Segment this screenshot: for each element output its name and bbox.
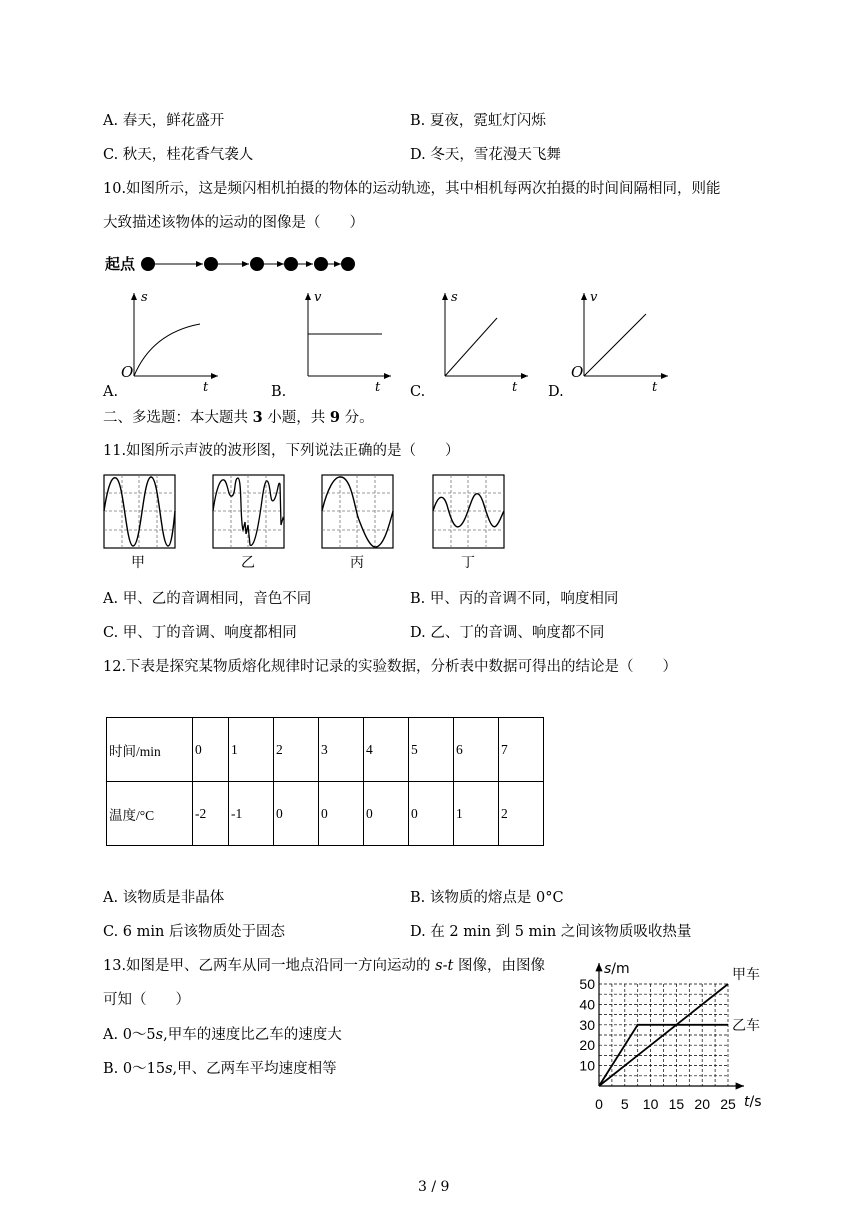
q13-stem-line2: 可知（ ） xyxy=(103,992,190,1008)
wave-label-ding: 丁 xyxy=(461,555,475,571)
chart-x-tick-label: 15 xyxy=(668,1096,685,1112)
table-cell: 7 xyxy=(499,718,544,782)
section-heading: 二、多选题：本大题共 3 小题，共 9 分。 xyxy=(103,409,374,426)
chart-series-line xyxy=(599,1025,728,1086)
graph-a-origin: O xyxy=(121,363,134,381)
trajectory-dot xyxy=(141,257,155,271)
waveform-yi-curve xyxy=(213,478,284,545)
q9-option-c: C. 秋天，桂花香气袭人 xyxy=(103,147,254,163)
q11-stem: 11.如图所示声波的波形图，下列说法正确的是（ ） xyxy=(103,443,460,459)
q12-stem: 12.下表是探究某物质熔化规律时记录的实验数据，分析表中数据可得出的结论是（ ） xyxy=(103,659,678,675)
chart-y-axis-label: s/m xyxy=(604,961,630,977)
q9-option-d: D. 冬天，雪花漫天飞舞 xyxy=(410,147,561,163)
chart-series-label: 甲车 xyxy=(732,967,760,983)
graph-a-letter: A. xyxy=(103,384,119,400)
graph-c-y-label: s xyxy=(451,290,458,305)
graph-c-line xyxy=(445,318,497,376)
q12-option-c: C. 6 min 后该物质处于固态 xyxy=(103,924,285,940)
graph-d-line xyxy=(584,314,646,376)
table-cell: 0 xyxy=(409,782,454,846)
trajectory-dot xyxy=(204,257,218,271)
table-cell: 0 xyxy=(319,782,364,846)
table-cell: 温度/°C xyxy=(107,782,193,846)
graph-d-x-label: t xyxy=(652,380,658,395)
chart-x-tick-label: 25 xyxy=(720,1096,736,1112)
graph-c-x-label: t xyxy=(512,380,518,395)
chart-series-label: 乙车 xyxy=(732,1017,760,1034)
table-cell: 0 xyxy=(274,782,319,846)
waveform-ding-curve xyxy=(433,494,504,527)
table-cell: 3 xyxy=(319,718,364,782)
q13-stem-line1: 13.如图是甲、乙两车从同一地点沿同一方向运动的 s-t 图像，由图像 xyxy=(103,958,545,974)
trajectory-dot xyxy=(341,257,355,271)
chart-y-tick-label: 50 xyxy=(579,976,595,992)
graph-d-origin: O xyxy=(571,363,584,381)
waveform-jia-curve xyxy=(104,477,175,546)
graph-a-x-label: t xyxy=(203,380,209,395)
table-cell: 1 xyxy=(454,782,499,846)
wave-label-yi: 乙 xyxy=(241,555,255,571)
chart-y-tick-label: 20 xyxy=(579,1037,595,1054)
chart-x-axis-label: t/s xyxy=(744,1094,762,1110)
graph-b-y-label: v xyxy=(314,290,322,305)
chart-x-tick-label: 20 xyxy=(694,1096,710,1112)
trajectory-dot xyxy=(250,257,264,271)
table-cell: 5 xyxy=(409,718,454,782)
q9-option-b: B. 夏夜，霓虹灯闪烁 xyxy=(410,113,546,129)
q13-option-a: A. 0～5s,甲车的速度比乙车的速度大 xyxy=(103,1027,342,1043)
q11-option-c: C. 甲、丁的音调、响度都相同 xyxy=(103,625,297,641)
chart-x-tick-label: 10 xyxy=(642,1096,659,1112)
graph-a-y-label: s xyxy=(141,290,148,305)
waveform-yi xyxy=(213,475,284,548)
waveform-jia xyxy=(104,475,175,548)
trajectory-dot xyxy=(284,257,298,271)
data-table xyxy=(106,717,544,846)
chart-y-tick-label: 10 xyxy=(579,1057,595,1074)
graph-d-y-label: v xyxy=(590,290,598,305)
table-cell: 4 xyxy=(364,718,409,782)
chart-series-line xyxy=(599,984,728,1086)
q11-option-b: B. 甲、丙的音调不同，响度相同 xyxy=(410,591,619,607)
wave-label-bing: 丙 xyxy=(350,555,364,571)
waveform-ding xyxy=(433,475,504,548)
q11-option-d: D. 乙、丁的音调、响度都不同 xyxy=(410,625,605,641)
graph-b-x-label: t xyxy=(375,380,381,395)
table-cell: 1 xyxy=(229,718,274,782)
table-row-time xyxy=(107,718,544,782)
table-cell: -2 xyxy=(193,782,229,846)
table-row-temp xyxy=(107,782,544,846)
q9-option-a: A. 春天，鲜花盛开 xyxy=(103,113,225,129)
table-cell: -1 xyxy=(229,782,274,846)
q12-option-a: A. 该物质是非晶体 xyxy=(103,890,225,906)
table-cell: 6 xyxy=(454,718,499,782)
q10-stem-line1: 10.如图所示，这是频闪相机拍摄的物体的运动轨迹，其中相机每两次拍摄的时间间隔相同，则能 xyxy=(103,181,721,197)
graph-b-letter: B. xyxy=(271,384,287,400)
graph-d-letter: D. xyxy=(548,384,564,400)
chart-y-tick-label: 30 xyxy=(579,1016,595,1033)
trajectory-dots xyxy=(141,257,355,271)
q10-stem-line2: 大致描述该物体的运动的图像是（ ） xyxy=(103,215,364,231)
chart-x-tick-label: 5 xyxy=(620,1096,629,1112)
graph-c-letter: C. xyxy=(410,384,426,400)
chart-y-tick-label: 40 xyxy=(579,996,595,1013)
q13-option-b: B. 0～15s,甲、乙两车平均速度相等 xyxy=(103,1061,337,1077)
wave-label-jia: 甲 xyxy=(131,555,145,571)
q11-option-a: A. 甲、乙的音调相同，音色不同 xyxy=(103,591,312,607)
graph-a-curve xyxy=(134,324,200,376)
page-number: 3 / 9 xyxy=(418,1179,450,1195)
q12-option-b: B. 该物质的熔点是 0°C xyxy=(410,890,564,906)
q12-option-d: D. 在 2 min 到 5 min 之间该物质吸收热量 xyxy=(410,924,692,940)
chart-x-tick-label: 0 xyxy=(595,1096,603,1112)
table-cell: 时间/min xyxy=(107,718,193,782)
trajectory-dot xyxy=(314,257,328,271)
table-cell: 0 xyxy=(364,782,409,846)
table-cell: 2 xyxy=(274,718,319,782)
waveform-bing-curve xyxy=(322,477,393,547)
start-point-label: 起点 xyxy=(105,255,136,273)
waveform-bing xyxy=(322,475,393,548)
table-cell: 2 xyxy=(499,782,544,846)
table-cell: 0 xyxy=(193,718,229,782)
